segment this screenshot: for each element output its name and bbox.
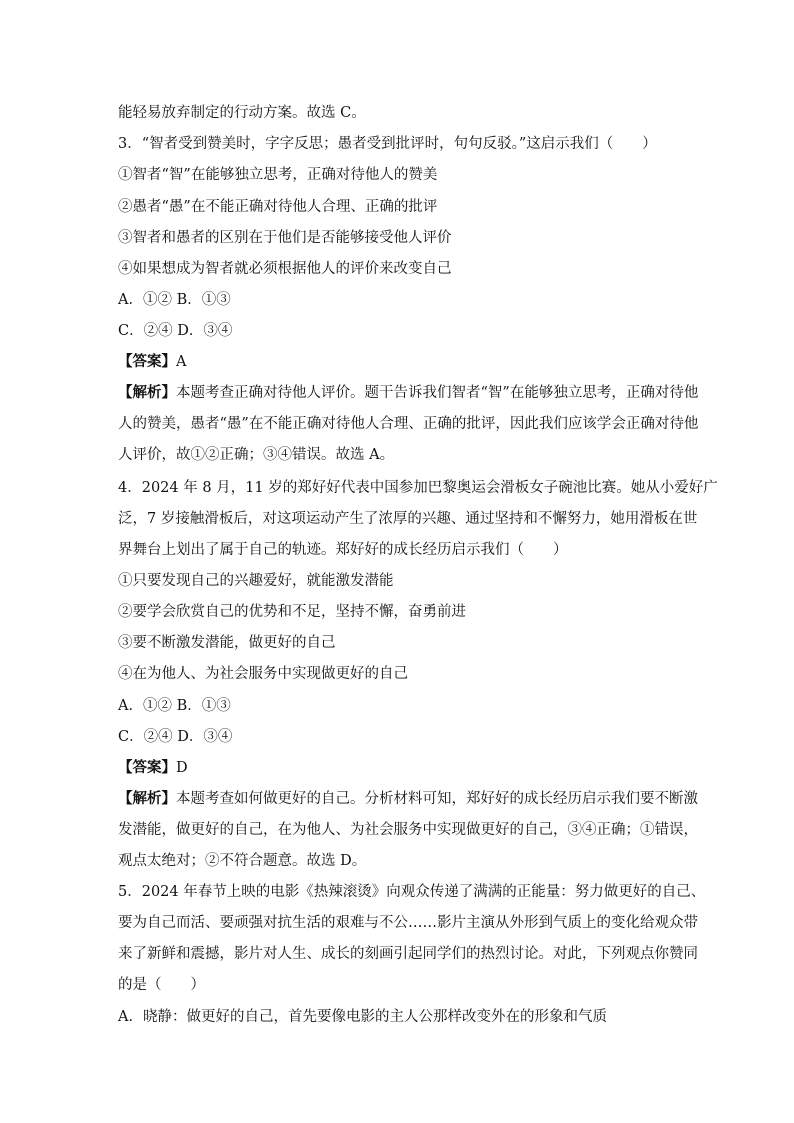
question-4-analysis [118,789,698,809]
question-5-option-a: A．晓静：做更好的自己，首先要像电影的主人公那样改变外在的形象和气质 [118,1009,607,1025]
analysis-text: 本题考查如何做更好的自己。分析材料可知，郑好好的成长经历启示我们要不断激 [176,791,698,807]
question-4-choices-ab: A．①② B．①③ [118,698,231,714]
question-3-option-4: ④如果想成为智者就必须根据他人的评价来改变自己 [118,261,452,277]
question-3-option-2: ②愚者“愚”在不能正确对待他人合理、正确的批评 [118,199,438,215]
answer-label: 【答案】 [118,759,176,776]
analysis-label: 【解析】 [118,384,176,401]
question-4-choices-cd: C．②④ D．③④ [118,729,233,745]
answer-value: A [176,354,187,370]
question-4-option-1: ①只要发现自己的兴趣爱好，就能激发潜能 [118,573,394,589]
question-3-choices-ab: A．①② B．①③ [118,292,231,308]
text-line: 要为自己而活、要顽强对抗生活的艰难与不公……影片主演从外形到气质上的变化给观众带 [118,915,698,931]
text-line: 来了新鲜和震撼，影片对人生、成长的刻画引起同学们的热烈讨论。对此，下列观点你赞同 [118,946,698,962]
question-4-option-3: ③要不断激发潜能，做更好的自己 [118,635,336,651]
question-4-answer [118,758,698,778]
text-line: 人评价，故①②正确；③④错误。故选 A。 [118,447,395,463]
question-3-choices-cd: C．②④ D．③④ [118,323,233,339]
question-4-option-4: ④在为他人、为社会服务中实现做更好的自己 [118,666,408,682]
analysis-text: 本题考查正确对待他人评价。题干告诉我们智者“智”在能够独立思考，正确对待他 [176,385,699,401]
question-3-analysis [118,383,698,403]
question-3-answer [118,352,698,372]
text-line: 泛，7 岁接触滑板后，对这项运动产生了浓厚的兴趣、通过坚持和不懈努力，她用滑板在世 [118,511,698,527]
question-3-stem: 3．“智者受到赞美时，字字反思；愚者受到批评时，句句反驳。”这启示我们（ ） [118,136,657,152]
text-line: 观点太绝对；②不符合题意。故选 D。 [118,853,367,869]
question-4-option-2: ②要学会欣赏自己的优势和不足，坚持不懈，奋勇前进 [118,604,466,620]
question-3-option-1: ①智者“智”在能够独立思考，正确对待他人的赞美 [118,167,438,183]
text-line: 人的赞美，愚者“愚”在不能正确对待他人合理、正确的批评，因此我们应该学会正确对待他 [118,416,699,432]
analysis-label: 【解析】 [118,790,176,807]
answer-value: D [176,760,188,776]
question-5-stem: 5．2024 年春节上映的电影《热辣滚烫》向观众传递了满满的正能量：努力做更好的自己、 [118,884,706,900]
text-line: 的是（ ） [118,977,205,993]
answer-label: 【答案】 [118,353,176,370]
question-4-stem: 4．2024 年 8 月，11 岁的郑好好代表中国参加巴黎奥运会滑板女子碗池比赛。她从小爱好广 [118,480,718,496]
text-line: 界舞台上划出了属于自己的轨迹。郑好好的成长经历启示我们（ ） [118,542,568,558]
question-3-option-3: ③智者和愚者的区别在于他们是否能够接受他人评价 [118,230,452,246]
text-line: 能轻易放弃制定的行动方案。故选 C。 [118,105,366,121]
text-line: 发潜能，做更好的自己，在为他人、为社会服务中实现做更好的自己，③④正确；①错误， [118,822,698,838]
